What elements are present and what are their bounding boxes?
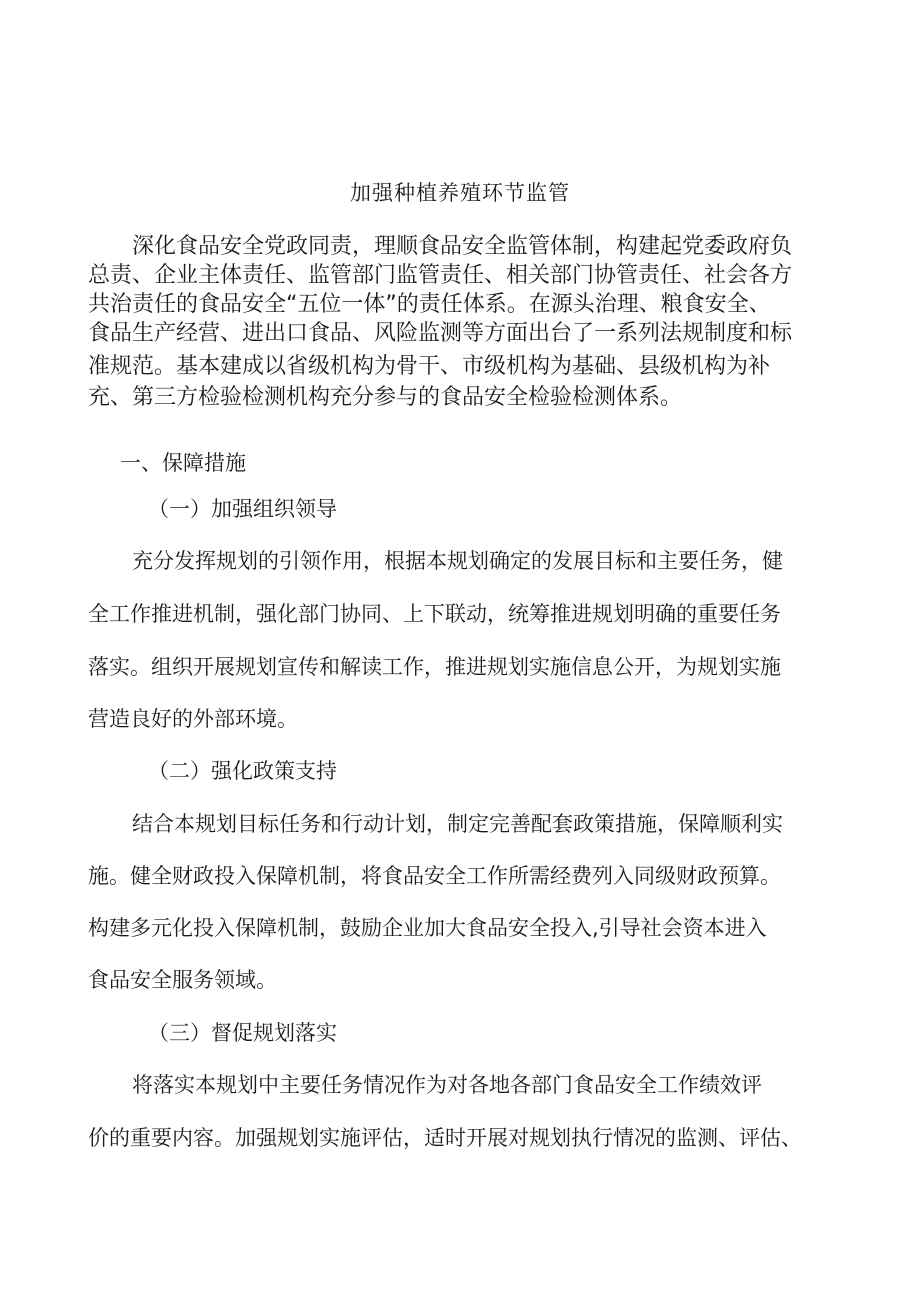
paragraph-line: 全工作推进机制，强化部门协同、上下联动，统筹推进规划明确的重要任务 — [88, 602, 781, 626]
paragraph-line: 食品安全服务领域。 — [88, 968, 277, 992]
subsection-heading: （三）督促规划落实 — [148, 1021, 337, 1045]
paragraph-line: 充分发挥规划的引领作用，根据本规划确定的发展目标和主要任务，健 — [132, 549, 783, 573]
intro-line: 总责、企业主体责任、监管部门监管责任、相关部门协管责任、社会各方 — [88, 263, 793, 288]
paragraph-line: 结合本规划目标任务和行动计划，制定完善配套政策措施，保障顺利实 — [132, 812, 783, 836]
paragraph-line: 构建多元化投入保障机制，鼓励企业加大食品安全投入,引导社会资本进入 — [88, 916, 767, 940]
paragraph-line: 将落实本规划中主要任务情况作为对各地各部门食品安全工作绩效评 — [132, 1073, 762, 1097]
intro-line: 共治责任的食品安全“五位一体”的责任体系。在源头治理、粮食安全、 — [88, 292, 771, 317]
intro-line: 充、第三方检验检测机构充分参与的食品安全检验检测体系。 — [88, 385, 683, 410]
subsection-heading: （二）强化政策支持 — [148, 759, 337, 783]
paragraph-line: 营造良好的外部环境。 — [88, 707, 298, 731]
intro-line: 准规范。基本建成以省级机构为骨干、市级机构为基础、县级机构为补 — [88, 354, 771, 379]
document-title: 加强种植养殖环节监管 — [350, 181, 570, 205]
paragraph-line: 价的重要内容。加强规划实施评估，适时开展对规划执行情况的监测、评估、 — [88, 1126, 802, 1150]
intro-line: 食品生产经营、进出口食品、风险监测等方面出台了一系列法规制度和标 — [88, 321, 793, 346]
paragraph-line: 落实。组织开展规划宣传和解读工作，推进规划实施信息公开，为规划实施 — [88, 655, 781, 679]
subsection-heading: （一）加强组织领导 — [148, 497, 337, 521]
paragraph-line: 施。健全财政投入保障机制，将食品安全工作所需经费列入同级财政预算。 — [88, 864, 781, 888]
intro-line: 深化食品安全党政同责，理顺食品安全监管体制，构建起党委政府负 — [132, 234, 793, 259]
section-heading: 一、保障措施 — [120, 451, 246, 475]
